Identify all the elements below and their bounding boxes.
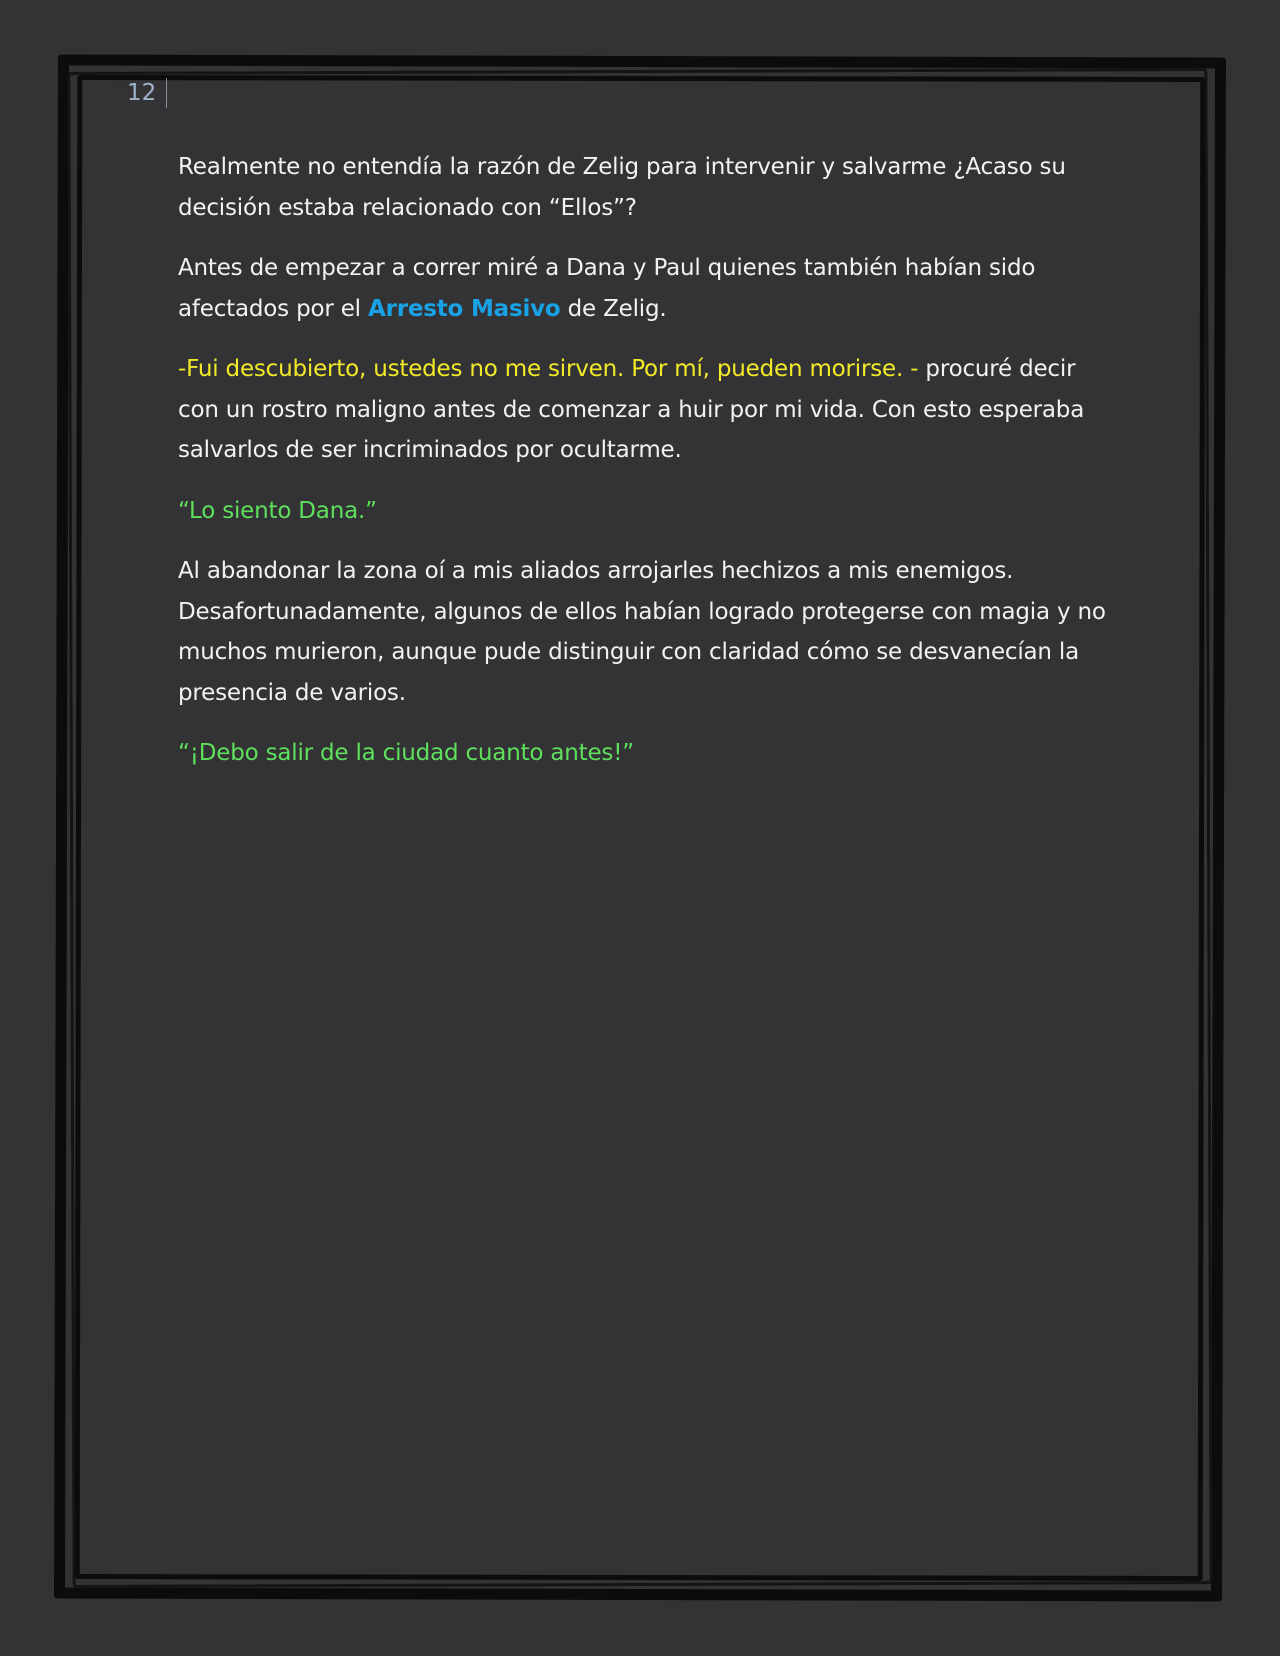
paragraph-thought: “Lo siento Dana.” [178, 497, 377, 524]
paragraph-dialogue [178, 349, 1108, 471]
skill-name: Arresto Masivo [367, 295, 561, 322]
narration-text: Antes de empezar a correr miré a Dana y Paul quienes también habían sido afectados por el [178, 255, 1036, 322]
narration-text: procuré decir con un rostro maligno antes de comenzar a huir por mi vida. Con esto esperaba salvarlos de ser incriminados por ocultarme. [178, 356, 1085, 463]
narration-text: de Zelig. [560, 295, 667, 322]
paragraph-thought: “¡Debo salir de la ciudad cuanto antes!” [178, 740, 634, 766]
paragraph-narration: Al abandonar la zona oí a mis aliados arrojarles hechizos a mis enemigos. Desafortunadamente, algunos de ellos habían logrado protegerse con magia y no muchos murieron, aunque pude distinguir con claridad cómo se desvanecían la presencia de varios. [178, 558, 1106, 706]
paragraph-narration: Realmente no entendía la razón de Zelig para intervenir y salvarme ¿Acaso su decisión estaba relacionado con “Ellos”? [178, 154, 1066, 221]
page-content [178, 147, 1108, 794]
dialogue-text: -Fui descubierto, ustedes no me sirven. Por mí, pueden morirse. - [178, 356, 926, 382]
paragraph-skill-mention [178, 248, 1108, 329]
page-number: 12 [127, 78, 167, 108]
